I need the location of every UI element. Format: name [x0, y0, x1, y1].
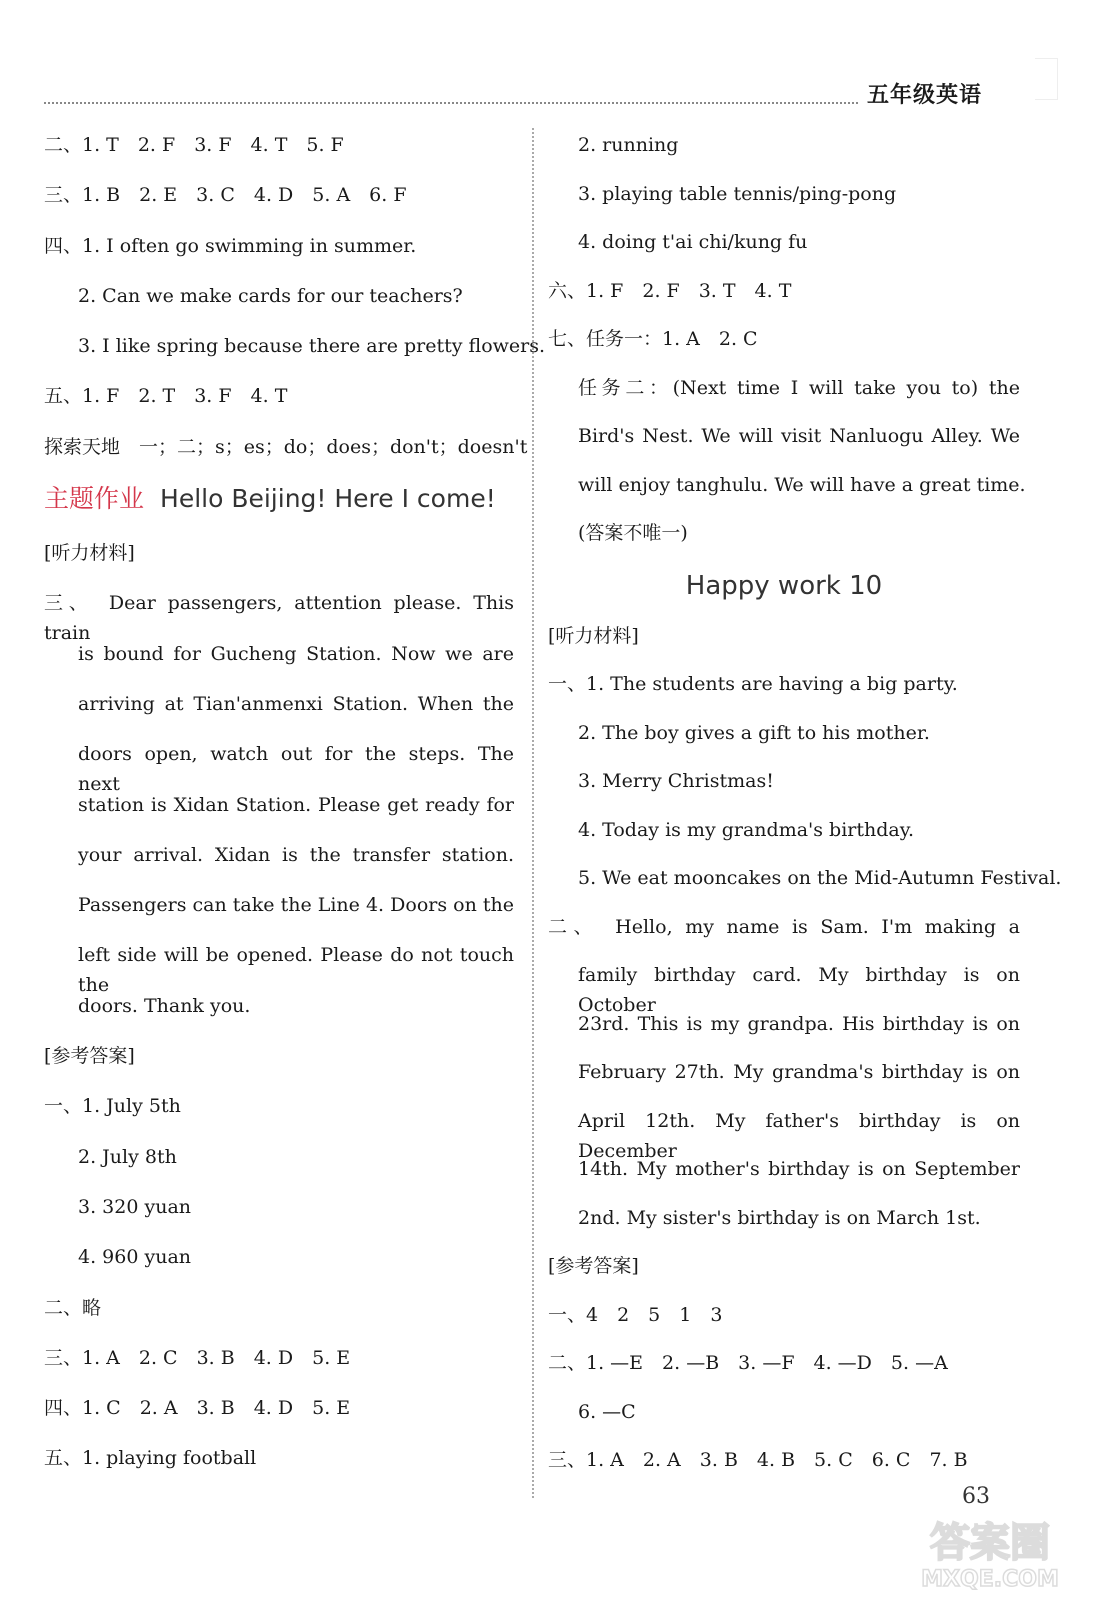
answer-line: 五、1. F 2. T 3. F 4. T — [44, 385, 288, 408]
section-title: Hello Beijing! Here I come! — [160, 484, 496, 514]
passage-line: April 12th. My father's birthday is on December — [578, 1109, 1020, 1162]
page-header-title: 五年级英语 — [866, 83, 982, 108]
left-column — [44, 130, 546, 1494]
task-line: Bird's Nest. We will visit Nanluogu Alley. We — [578, 425, 1020, 447]
passage-line: 二、 Hello, my name is Sam. I'm making a — [548, 915, 1020, 938]
passage-line: 三、 Dear passengers, attention please. This train — [44, 592, 514, 645]
answer-line: 四、1. I often go swimming in summer. — [44, 234, 417, 257]
happy-work-title: Happy work 10 — [685, 570, 883, 601]
label-listening: [听力材料] — [548, 624, 639, 647]
answer-line: 一、4 2 5 1 3 — [548, 1303, 723, 1326]
task-note: (答案不唯一) — [578, 522, 688, 544]
answer-line: 3. 320 yuan — [78, 1195, 192, 1218]
answer-line: 2. July 8th — [78, 1145, 177, 1168]
passage-line: your arrival. Xidan is the transfer station. — [78, 843, 514, 866]
passage-line: doors open, watch out for the steps. The next — [78, 743, 514, 796]
answer-line: 二、1. T 2. F 3. F 4. T 5. F — [44, 134, 344, 156]
answer-line: 2. Can we make cards for our teachers? — [78, 284, 463, 307]
answer-line: 4. doing t'ai chi/kung fu — [578, 231, 808, 253]
answer-line: 3. I like spring because there are pretty flowers. — [78, 335, 546, 358]
passage-line: 2nd. My sister's birthday is on March 1st. — [578, 1206, 981, 1229]
answer-line: 七、任务一：1. A 2. C — [548, 328, 758, 350]
answer-line: 6. —C — [578, 1400, 636, 1423]
answer-line: 4. 960 yuan — [78, 1246, 192, 1269]
label-answers: [参考答案] — [44, 1045, 135, 1068]
listening-line: 2. The boy gives a gift to his mother. — [578, 721, 930, 744]
passage-line: arriving at Tian'anmenxi Station. When the — [78, 692, 514, 715]
section-tag: 主题作业 — [44, 484, 145, 514]
passage-line: February 27th. My grandma's birthday is on — [578, 1061, 1020, 1083]
listening-line: 4. Today is my grandma's birthday. — [578, 818, 914, 841]
answer-line: 二、1. —E 2. —B 3. —F 4. —D 5. —A — [548, 1352, 948, 1374]
answer-line: 五、1. playing football — [44, 1447, 257, 1470]
answer-line: 三、1. A 2. C 3. B 4. D 5. E — [44, 1346, 351, 1369]
answer-line: 六、1. F 2. F 3. T 4. T — [548, 279, 792, 302]
answer-line: 2. running — [578, 134, 679, 156]
passage-line: Passengers can take the Line 4. Doors on the — [78, 894, 514, 917]
passage-line: 23rd. This is my grandpa. His birthday is on — [578, 1012, 1020, 1035]
answer-line: 二、略 — [44, 1296, 102, 1319]
answer-line: 一、1. July 5th — [44, 1095, 181, 1118]
page-number: 63 — [962, 1484, 990, 1509]
listening-line: 3. Merry Christmas! — [578, 770, 774, 792]
explore-line: 探索天地 一；二；s；es；do；does；don't；doesn't — [44, 435, 528, 458]
listening-line: 5. We eat mooncakes on the Mid-Autumn Festival. — [578, 867, 1062, 889]
watermark-logo — [890, 1512, 1090, 1592]
listening-line: 一、1. The students are having a big party. — [548, 673, 958, 695]
answer-line: 四、1. C 2. A 3. B 4. D 5. E — [44, 1397, 351, 1420]
passage-line: doors. Thank you. — [78, 994, 251, 1017]
answer-line: 三、1. A 2. A 3. B 4. B 5. C 6. C 7. B — [548, 1449, 968, 1471]
label-answers: [参考答案] — [548, 1255, 639, 1277]
passage-line: 14th. My mother's birthday is on September — [578, 1158, 1020, 1180]
svg-text:答案圈: 答案圈 — [930, 1520, 1050, 1566]
answer-line: 三、1. B 2. E 3. C 4. D 5. A 6. F — [44, 184, 407, 207]
label-listening: [听力材料] — [44, 542, 135, 565]
answer-line: 3. playing table tennis/ping-pong — [578, 182, 897, 205]
task-line: will enjoy tanghulu. We will have a great time. — [578, 473, 1026, 496]
page-corner-mark — [1035, 58, 1058, 100]
right-column — [548, 130, 1062, 1494]
section-heading — [44, 482, 514, 538]
passage-line: left side will be opened. Please do not touch the — [78, 944, 514, 997]
passage-line: station is Xidan Station. Please get ready for — [78, 793, 514, 816]
header-dotted-rule — [44, 102, 858, 104]
passage-line: is bound for Gucheng Station. Now we are — [78, 642, 514, 665]
passage-line: family birthday card. My birthday is on October — [578, 964, 1020, 1016]
svg-text:MXQE.COM: MXQE.COM — [921, 1567, 1059, 1592]
task-line: 任务二：(Next time I will take you to) the — [578, 376, 1020, 399]
